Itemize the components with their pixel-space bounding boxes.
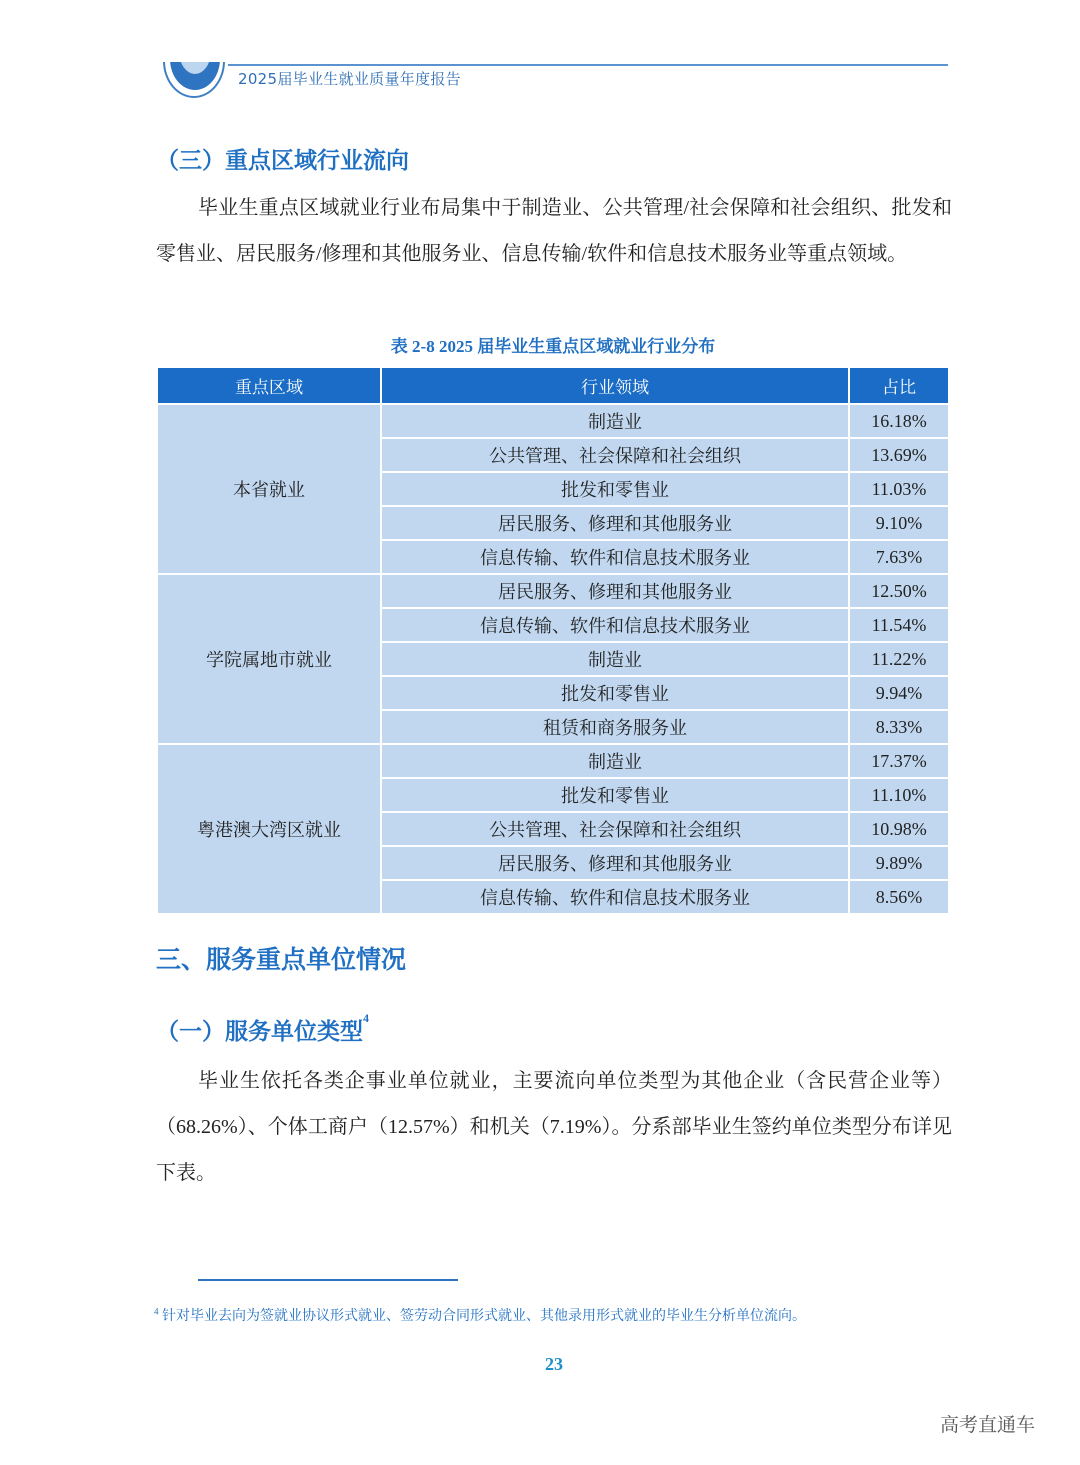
industry-cell: 批发和零售业 bbox=[381, 676, 849, 710]
column-header-percentage: 占比 bbox=[849, 367, 949, 404]
region-cell: 学院属地市就业 bbox=[157, 574, 381, 744]
section-paragraph-employer-types: 毕业生依托各类企事业单位就业，主要流向单位类型为其他企业（含民营企业等）（68.26%）、个体工商户（12.57%）和机关（7.19%）。分系部毕业生签约单位类型分布详见下表。 bbox=[156, 1070, 952, 1184]
industry-cell: 居民服务、修理和其他服务业 bbox=[381, 574, 849, 608]
footnote-ref-link[interactable]: 4 bbox=[363, 1011, 369, 1025]
percentage-cell: 9.89% bbox=[849, 846, 949, 880]
percentage-cell: 9.94% bbox=[849, 676, 949, 710]
industry-cell: 居民服务、修理和其他服务业 bbox=[381, 846, 849, 880]
percentage-cell: 17.37% bbox=[849, 744, 949, 778]
percentage-cell: 8.56% bbox=[849, 880, 949, 914]
industry-cell: 租赁和商务服务业 bbox=[381, 710, 849, 744]
column-header-industry: 行业领域 bbox=[381, 367, 849, 404]
region-cell: 本省就业 bbox=[157, 404, 381, 574]
footnote-text: 针对毕业去向为签就业协议形式就业、签劳动合同形式就业、其他录用形式就业的毕业生分析单位流向。 bbox=[162, 1309, 806, 1324]
percentage-cell: 8.33% bbox=[849, 710, 949, 744]
industry-cell: 信息传输、软件和信息技术服务业 bbox=[381, 540, 849, 574]
industry-cell: 公共管理、社会保障和社会组织 bbox=[381, 812, 849, 846]
industry-cell: 信息传输、软件和信息技术服务业 bbox=[381, 880, 849, 914]
footnote bbox=[154, 1305, 806, 1325]
section-heading-regional-industry: （三）重点区域行业流向 bbox=[156, 148, 409, 174]
report-header-title: 2025届毕业生就业质量年度报告 bbox=[238, 70, 461, 88]
column-header-region: 重点区域 bbox=[157, 367, 381, 404]
industry-cell: 居民服务、修理和其他服务业 bbox=[381, 506, 849, 540]
industry-cell: 批发和零售业 bbox=[381, 472, 849, 506]
percentage-cell: 9.10% bbox=[849, 506, 949, 540]
footnote-marker: 4 bbox=[154, 1306, 159, 1317]
industry-cell: 制造业 bbox=[381, 642, 849, 676]
percentage-cell: 12.50% bbox=[849, 574, 949, 608]
header-rule bbox=[228, 64, 948, 66]
industry-cell: 批发和零售业 bbox=[381, 778, 849, 812]
percentage-cell: 16.18% bbox=[849, 404, 949, 438]
percentage-cell: 11.54% bbox=[849, 608, 949, 642]
watermark: 高考直通车 bbox=[940, 1414, 1036, 1436]
section-heading-employer-types-text: （一）服务单位类型 bbox=[156, 1019, 363, 1045]
percentage-cell: 10.98% bbox=[849, 812, 949, 846]
industry-cell: 信息传输、软件和信息技术服务业 bbox=[381, 608, 849, 642]
industry-cell: 制造业 bbox=[381, 404, 849, 438]
region-cell: 粤港澳大湾区就业 bbox=[157, 744, 381, 914]
percentage-cell: 11.22% bbox=[849, 642, 949, 676]
percentage-cell: 11.03% bbox=[849, 472, 949, 506]
page-number: 23 bbox=[545, 1354, 563, 1374]
table-row bbox=[157, 404, 949, 438]
table-row bbox=[157, 744, 949, 778]
regional-industry-table bbox=[156, 366, 950, 915]
percentage-cell: 7.63% bbox=[849, 540, 949, 574]
table-header-row bbox=[157, 367, 949, 404]
report-logo-icon bbox=[160, 62, 230, 102]
industry-cell: 公共管理、社会保障和社会组织 bbox=[381, 438, 849, 472]
industry-cell: 制造业 bbox=[381, 744, 849, 778]
section-heading-employer-types bbox=[156, 1013, 369, 1046]
table-row bbox=[157, 574, 949, 608]
section-paragraph-regional-industry: 毕业生重点区域就业行业布局集中于制造业、公共管理/社会保障和社会组织、批发和零售业、居民服务/修理和其他服务业、信息传输/软件和信息技术服务业等重点领域。 bbox=[156, 197, 952, 265]
percentage-cell: 13.69% bbox=[849, 438, 949, 472]
section-heading-key-employers: 三、服务重点单位情况 bbox=[156, 945, 407, 974]
percentage-cell: 11.10% bbox=[849, 778, 949, 812]
footnote-divider bbox=[198, 1279, 458, 1281]
table-caption: 表 2-8 2025 届毕业生重点区域就业行业分布 bbox=[390, 337, 716, 356]
